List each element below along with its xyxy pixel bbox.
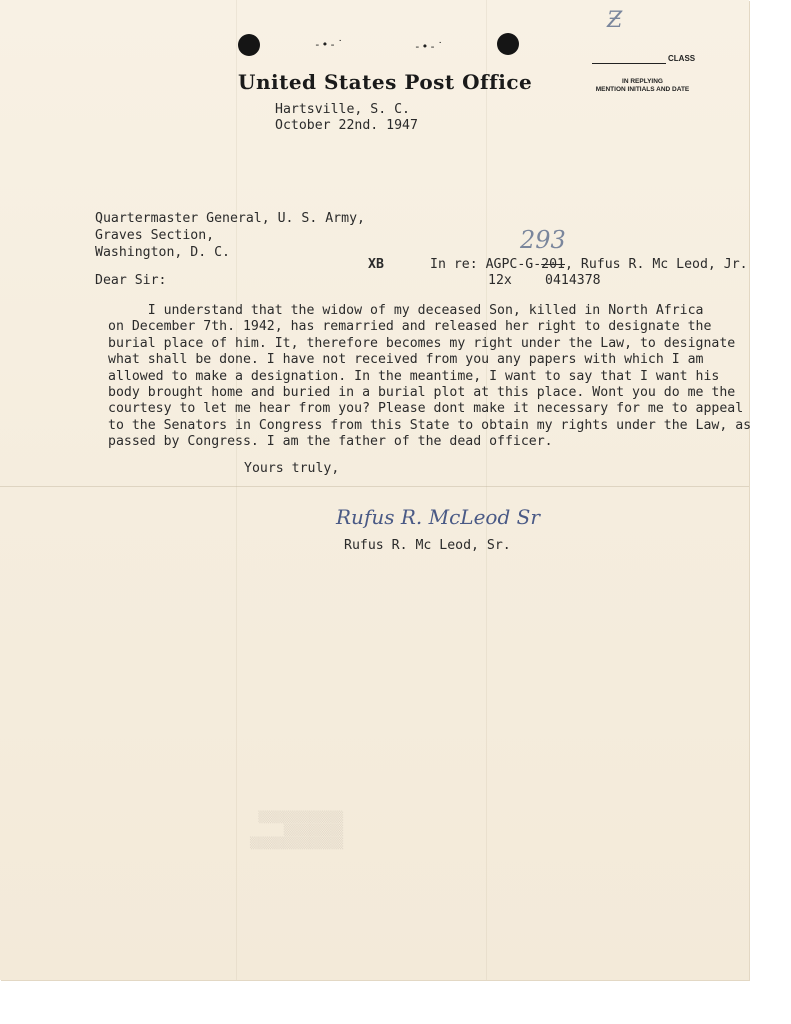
class-label: CLASS bbox=[668, 54, 696, 63]
reference-line: In re: AGPC-G-201, Rufus R. Mc Leod, Jr. bbox=[430, 257, 748, 272]
salutation: Dear Sir: bbox=[95, 273, 167, 288]
punch-hole-right bbox=[497, 33, 519, 55]
body-line: to the Senators in Congress from this State to obtain my rights under the Law, as bbox=[108, 417, 752, 433]
reply-instructions: IN REPLYING MENTION INITIALS AND DATE bbox=[595, 78, 690, 93]
serial-number: 0414378 bbox=[545, 273, 601, 288]
recipient-line: Graves Section, bbox=[95, 228, 215, 243]
typed-signature: Rufus R. Mc Leod, Sr. bbox=[344, 538, 511, 553]
recipient-line: Washington, D. C. bbox=[95, 245, 230, 260]
body-line: I understand that the widow of my deceased Son, killed in North Africa bbox=[108, 303, 704, 318]
letter-date: October 22nd. 1947 bbox=[275, 118, 418, 133]
staple-mark: -•-˙ bbox=[414, 40, 445, 53]
staple-mark: -•-˙ bbox=[314, 38, 345, 51]
reference-mark: XB bbox=[368, 257, 384, 272]
body-line: on December 7th. 1942, has remarried and released her right to designate the bbox=[108, 319, 712, 335]
recipient-line: Quartermaster General, U. S. Army, bbox=[95, 211, 365, 226]
struck-number: 201 bbox=[541, 257, 565, 272]
serial-prefix: 12x bbox=[488, 273, 512, 288]
body-line: burial place of him. It, therefore becomes my right under the Law, to designate bbox=[108, 335, 736, 351]
handwritten-signature: Rufus R. McLeod Sr bbox=[336, 505, 540, 529]
sender-place: Hartsville, S. C. bbox=[275, 102, 410, 117]
punch-hole-left bbox=[238, 34, 260, 56]
handwritten-file-number: 293 bbox=[520, 226, 566, 254]
body-line: allowed to make a designation. In the meantime, I want to say that I want his bbox=[108, 368, 720, 384]
fold-line bbox=[0, 486, 749, 487]
body-line: passed by Congress. I am the father of the dead officer. bbox=[108, 434, 553, 450]
body-line: what shall be done. I have not received from you any papers with which I am bbox=[108, 352, 704, 368]
handwritten-corner-mark: Ƶ bbox=[607, 8, 623, 33]
body-line: courtesy to let me hear from you? Please dont make it necessary for me to appeal bbox=[108, 401, 744, 417]
fold-line-vertical bbox=[486, 0, 487, 980]
bleed-through-stamp: ▒▒▒▒▒▒▒▒▒▒▒ ▒▒▒▒▒▒▒ ▒▒▒▒▒▒▒▒▒▒ bbox=[250, 810, 344, 849]
letterhead-title: United States Post Office bbox=[238, 70, 533, 94]
body-line: body brought home and buried in a burial plot at this place. Wont you do me the bbox=[108, 385, 736, 400]
closing: Yours truly, bbox=[244, 461, 340, 476]
class-line bbox=[592, 63, 666, 64]
fold-line-vertical bbox=[236, 0, 237, 980]
